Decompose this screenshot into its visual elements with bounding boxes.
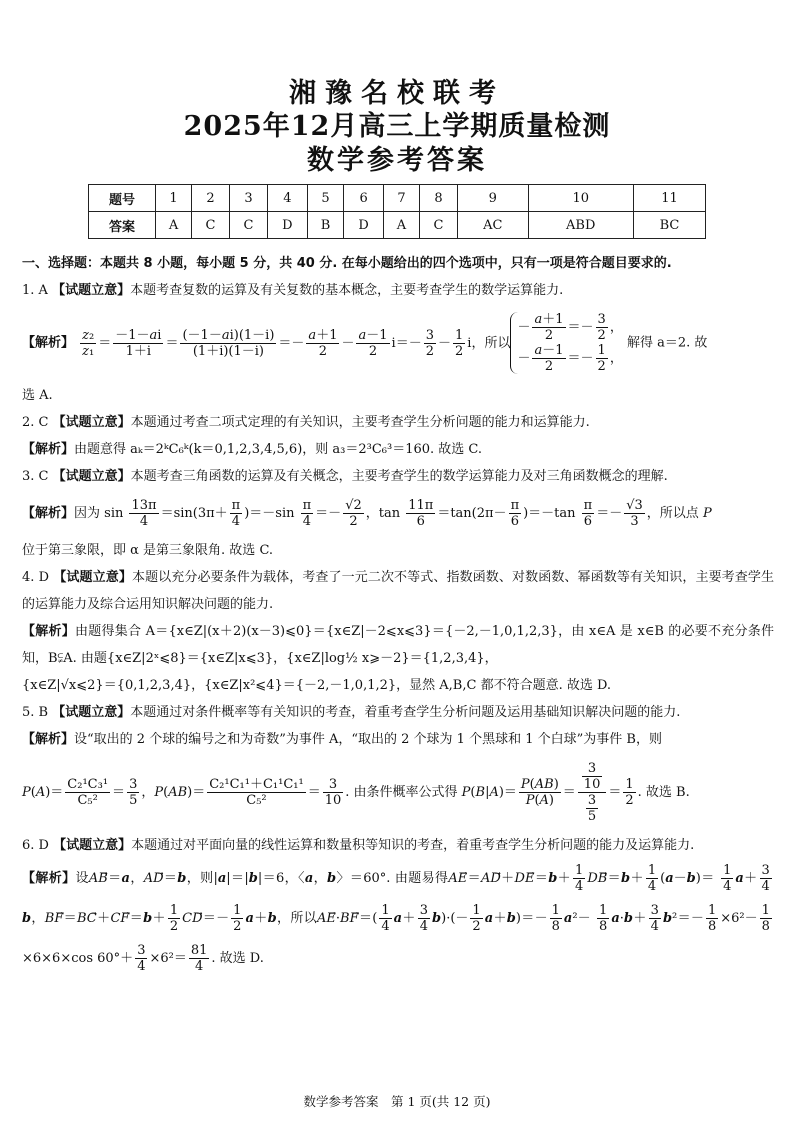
intent-text: 本题考查复数的运算及有关复数的基本概念，主要考查学生的数学运算能力. [130, 283, 564, 298]
table-cell: 10 [528, 185, 633, 212]
table-cell: AC [458, 212, 529, 239]
table-cell: D [268, 212, 308, 239]
analysis-tag: 【解析】 [22, 871, 76, 886]
q1-formula: $\frac{\text{z₂}}{\text{z₁}}$ ＝ $\frac{-1-ai}{1+i}$ ＝ $\frac{(-1-ai)(1-i)}{(1+i)(1-i)}$ ＝－ $\frac{a+1}{2}$ － $\frac{a-1}{2}$ i＝－ $\frac{3}{2}$ － $\frac{1}{2}$ i，所以－ $\frac{a+1}{2}$ ＝－ $\frac{3}{2}$ ， － $\frac{a-1}{2}$ ＝－ $\frac{1}{2}$ ， [82, 312, 623, 374]
section-heading: 一、选择题：本题共 8 小题，每小题 5 分，共 40 分. 在每小题给出的四个选项中，只有一项是符合题目要求的. [22, 256, 672, 271]
analysis-tag: 【解析】 [22, 732, 75, 747]
exam-title: 湘豫名校联考 [289, 78, 505, 109]
q4-intent [22, 564, 774, 618]
table-cell: 3 [230, 185, 268, 212]
analysis-text: 设“取出的 2 个球的编号之和为奇数”为事件 A，“取出的 2 个球为 1 个黑球和 1 个白球”为事件 B，则 [74, 732, 662, 747]
table-cell: 9 [458, 185, 529, 212]
intent-text: 本题通过对条件概率等有关知识的考查，着重考查学生分析问题及运用基础知识解决问题的能力. [130, 705, 681, 720]
page-header [0, 78, 794, 178]
answer-table-number-row [89, 185, 706, 212]
q4-analysis [22, 618, 774, 672]
intent-tag: 【试题立意】 [52, 469, 131, 484]
question-number: 2. C [22, 415, 49, 430]
table-cell: ABD [528, 212, 633, 239]
analysis-text: 由题意得 aₖ＝2ᵏC₆ᵏ(k＝0,1,2,3,4,5,6)，则 a₃＝2³C₆³＝160. 故选 C. [74, 442, 483, 457]
table-cell: 6 [344, 185, 384, 212]
table-cell: C [192, 212, 230, 239]
table-cell: D [344, 212, 384, 239]
intent-tag: 【试题立意】 [52, 705, 131, 720]
q5-formula: P(A)＝ $\frac{\text{C₂¹C₃¹}}{\text{C₅²}}$ ＝ $\frac{3}{5}$ ，P(AB)＝ $\frac{\text{C₂¹C₁¹＋C₁¹C₁¹}}{\text{C₅²}}$ ＝ $\frac{3}{10}$ . 由条件概率公式得 P(B|A)＝ $\frac{P(AB)}{P(A)}$ ＝ $\frac{\frac{3}{10}}{\frac{3}{5}}$ ＝ $\frac{1}{2}$ . 故选 B. [22, 761, 690, 824]
analysis-text: 由题得集合 A＝{x∈Z|(x＋2)(x－3)⩽0}＝{x∈Z|－2⩽x⩽3}＝{－2,－1,0,1,2,3}，由 x∈A 是 x∈B 的必要不充分条件知，B⫋A. 由题{x∈Z|2ˣ⩽8}＝{x∈Z|x⩽3}，{x∈Z|log½ x⩾－2}＝{1,2,3,4}， [22, 624, 774, 666]
table-cell: 4 [268, 185, 308, 212]
question-number: 1. A [22, 283, 48, 298]
q3-analysis: 【解析】因为 sin $\frac{13\pi}{4}$ ＝sin(3π＋ $\frac{\pi}{4}$ )＝－sin $\frac{\pi}{4}$ ＝－ $\frac{√2}{2}$ ，tan $\frac{11\pi}{6}$ ＝tan(2π－ $\frac{\pi}{6}$ )＝－tan $\frac{\pi}{6}$ ＝－ $\frac{√3}{3}$ ，所以点 P [22, 498, 712, 529]
intent-tag: 【试题立意】 [52, 415, 131, 430]
document-title: 数学参考答案 [307, 145, 487, 176]
q1-intent [22, 277, 774, 304]
q1-conclusion: 解得 a＝2. 故 [626, 335, 708, 351]
table-cell: 2 [192, 185, 230, 212]
intent-text: 本题以充分必要条件为载体，考查了一元二次不等式、指数函数、对数函数、幂函数等有关知识，主要考查学生的运算能力及综合运用知识解决问题的能力. [22, 570, 774, 612]
table-cell: A [383, 212, 419, 239]
table-cell: 7 [383, 185, 419, 212]
q5-analysis [22, 726, 774, 753]
analysis-tag: 【解析】 [22, 335, 75, 351]
q3-end: 位于第三象限，即 α 是第三象限角. 故选 C. [22, 543, 274, 558]
answer-table [88, 184, 706, 239]
q3-intent [22, 463, 774, 490]
question-number: 4. D [22, 570, 50, 585]
q6-analysis: 【解析】设AB⃗＝a，AD⃗＝b，则|a|＝|b|＝6，〈a，b〉＝60°. 由题易得AE⃗＝AD⃗＋DE⃗＝b＋ $\frac{1}{4}$ DB⃗＝b＋ $\frac{1}{4}$ (a－b)＝ $\frac{1}{4}$ a＋ $\frac{3}{4}$ b，BF⃗＝BC⃗＋CF⃗＝b＋ $\frac{1}{2}$ CD⃗＝－ $\frac{1}{2}$ a＋b，所以AE⃗·BF⃗＝( $\frac{1}{4}$ a＋ $\frac{3}{4}$ b)·(－ $\frac{1}{2}$ a＋b)＝－ $\frac{1}{8}$ a²－ $\frac{1}{8}$ a·b＋ $\frac{3}{4}$ b²＝－ $\frac{1}{8}$ ×6²－ $\frac{1}{8}$ ×6×6×cos 60°＋ $\frac{3}{4}$ ×6²＝ $\frac{81}{4}$ . 故选 D. [22, 863, 770, 974]
answer-table-answer-row [89, 212, 706, 239]
intent-tag: 【试题立意】 [53, 838, 132, 853]
answer-content [22, 250, 774, 979]
table-cell: C [420, 212, 458, 239]
table-cell: BC [633, 212, 705, 239]
question-number: 6. D [22, 838, 49, 853]
q1-end: 选 A. [22, 388, 53, 403]
q2-intent [22, 409, 774, 436]
question-number: 3. C [22, 469, 49, 484]
intent-tag: 【试题立意】 [52, 283, 131, 298]
intent-text: 本题通过对平面向量的线性运算和数量积等知识的考查，着重考查学生分析问题的能力及运算能力. [131, 838, 695, 853]
question-number: 5. B [22, 705, 49, 720]
q1-analysis [22, 312, 774, 374]
table-cell: 8 [420, 185, 458, 212]
q5-intent [22, 699, 774, 726]
table-cell: A [156, 212, 192, 239]
q4-analysis-cont: {x∈Z|√x⩽2}＝{0,1,2,3,4}，{x∈Z|x²⩽4}＝{－2,－1,0,1,2}，显然 A,B,C 都不符合题意. 故选 D. [22, 678, 612, 693]
table-cell: 5 [307, 185, 344, 212]
row-label-answer: 答案 [89, 212, 156, 239]
q6-intent [22, 832, 774, 859]
table-cell: 1 [156, 185, 192, 212]
row-label-question: 题号 [89, 185, 156, 212]
page-footer: 数学参考答案 第 1 页(共 12 页) [303, 1094, 491, 1109]
analysis-tag: 【解析】 [22, 506, 75, 521]
exam-subtitle: 2025年12月高三上学期质量检测 [183, 111, 611, 142]
intent-text: 本题考查三角函数的运算及有关概念，主要考查学生的数学运算能力及对三角函数概念的理解. [130, 469, 668, 484]
table-cell: B [307, 212, 344, 239]
intent-text: 本题通过考查二项式定理的有关知识，主要考查学生分析问题的能力和运算能力. [130, 415, 590, 430]
analysis-tag: 【解析】 [22, 442, 75, 457]
analysis-tag: 【解析】 [22, 624, 75, 639]
table-cell: 11 [633, 185, 705, 212]
q2-analysis [22, 436, 774, 463]
intent-tag: 【试题立意】 [53, 570, 132, 585]
table-cell: C [230, 212, 268, 239]
